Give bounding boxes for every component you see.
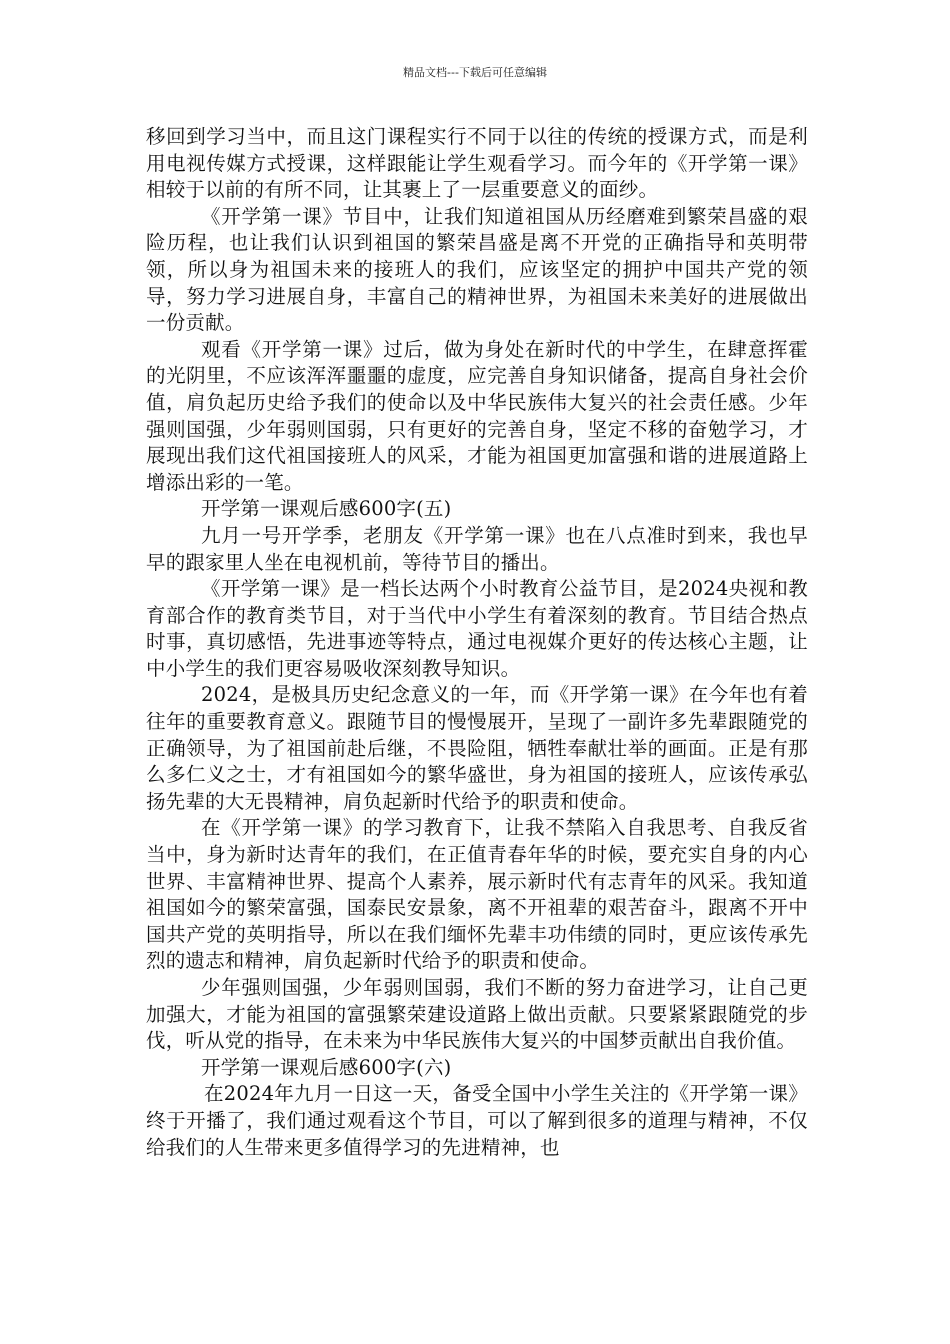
page-header: 精品文档---下载后可任意编辑 bbox=[403, 66, 547, 79]
paragraph: 《开学第一课》是一档长达两个小时教育公益节目，是2024央视和教育部合作的教育类节目，对于当代中小学生有着深刻的教育。节目结合热点时事，真切感悟，先进事迹等特点，通过电视媒介更好的传达核心主题，让中小学生的我们更容易吸收深刻教导知识。 bbox=[146, 577, 808, 680]
paragraph: 《开学第一课》节目中，让我们知道祖国从历经磨难到繁荣昌盛的艰险历程，也让我们认识到祖国的繁荣昌盛是离不开党的正确指导和英明带领，所以身为祖国未来的接班人的我们，应该坚定的拥护中国共产党的领导，努力学习进展自身，丰富自己的精神世界，为祖国未来美好的进展做出一份贡献。 bbox=[146, 204, 808, 335]
paragraph: 九月一号开学季，老朋友《开学第一课》也在八点准时到来，我也早早的跟家里人坐在电视机前，等待节目的播出。 bbox=[146, 523, 808, 574]
paragraph: 2024，是极具历史纪念意义的一年，而《开学第一课》在今年也有着往年的重要教育意义。跟随节目的慢慢展开，呈现了一副许多先辈跟随党的正确领导，为了祖国前赴后继，不畏险阻，牺牲奉献壮举的画面。正是有那么多仁义之士，才有祖国如今的繁华盛世，身为祖国的接班人，应该传承弘扬先辈的大无畏精神，肩负起新时代给予的职责和使命。 bbox=[146, 683, 808, 813]
paragraph: 在《开学第一课》的学习教育下，让我不禁陷入自我思考、自我反省当中，身为新时达青年的我们，在正值青春年华的时候，要充实自身的内心世界、丰富精神世界、提高个人素养，展示新时代有志青年的风采。我知道祖国如今的繁荣富强，国泰民安景象，离不开祖辈的艰苦奋斗，跟离不开中国共产党的英明指导，所以在我们缅怀先辈丰功伟绩的同时，更应该传承先烈的遗志和精神，肩负起新时代给予的职责和使命。 bbox=[146, 816, 808, 973]
paragraph: 在2024年九月一日这一天，备受全国中小学生关注的《开学第一课》终于开播了，我们通过观看这个节目，可以了解到很多的道理与精神，不仅给我们的人生带来更多值得学习的先进精神，也 bbox=[146, 1082, 808, 1159]
section-heading: 开学第一课观后感600字(五) bbox=[201, 497, 452, 521]
section-heading: 开学第一课观后感600字(六) bbox=[201, 1055, 452, 1079]
paragraph: 移回到学习当中，而且这门课程实行不同于以往的传统的授课方式，而是利用电视传媒方式授课，这样跟能让学生观看学习。而今年的《开学第一课》相较于以前的有所不同，让其裹上了一层重要意义的面纱。 bbox=[146, 125, 808, 202]
paragraph: 观看《开学第一课》过后，做为身处在新时代的中学生，在肆意挥霍的光阴里，不应该浑浑噩噩的虚度，应完善自身知识储备，提高自身社会价值，肩负起历史给予我们的使命以及中华民族伟大复兴的社会责任感。少年强则国强，少年弱则国弱，只有更好的完善自身，坚定不移的奋勉学习，才展现出我们这代祖国接班人的风采，才能为祖国更加富强和谐的进展道路上增添出彩的一笔。 bbox=[146, 337, 808, 494]
paragraph: 少年强则国强，少年弱则国弱，我们不断的努力奋进学习，让自己更加强大，才能为祖国的富强繁荣建设道路上做出贡献。只要紧紧跟随党的步伐，听从党的指导，在未来为中华民族伟大复兴的中国梦贡献出自我价值。 bbox=[146, 976, 808, 1053]
document-body bbox=[146, 124, 808, 1161]
